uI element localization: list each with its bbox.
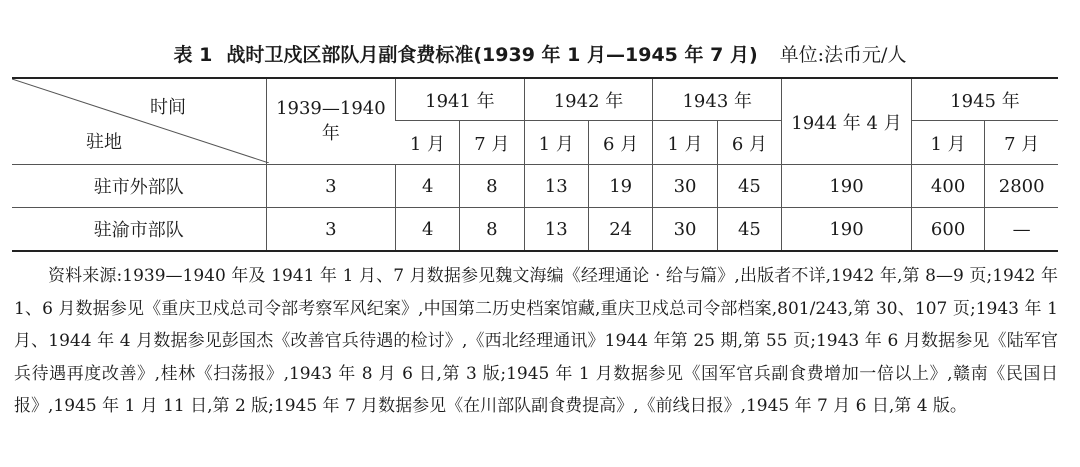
month-header: 1 月 <box>653 121 717 165</box>
row-label: 驻市外部队 <box>12 165 266 208</box>
month-header: 1 月 <box>524 121 588 165</box>
table-title: 战时卫戍区部队月副食费标准(1939 年 1 月—1945 年 7 月) <box>226 44 758 66</box>
table-cell: 3 <box>266 208 396 252</box>
table-cell: — <box>985 208 1058 252</box>
month-header: 7 月 <box>460 121 524 165</box>
col-header-1939-1940: 1939—1940 年 <box>266 78 396 165</box>
table-cell: 24 <box>588 208 652 252</box>
col-header-1942: 1942 年 <box>524 78 653 121</box>
table-label: 表 1 <box>173 44 213 66</box>
col-header-1943: 1943 年 <box>653 78 782 121</box>
table-cell: 13 <box>524 208 588 252</box>
table-row <box>12 165 1058 208</box>
corner-station-label: 驻地 <box>86 132 122 153</box>
table-cell: 190 <box>782 208 912 252</box>
month-header: 6 月 <box>588 121 652 165</box>
table-cell: 400 <box>911 165 984 208</box>
month-header: 1 月 <box>396 121 460 165</box>
table-cell: 19 <box>588 165 652 208</box>
source-note: 资料来源:1939—1940 年及 1941 年 1 月、7 月数据参见魏文海编《经理通论 · 给与篇》,出版者不详,1942 年,第 8—9 页;1942 年 1、6 月数据参见《重庆卫戍总司令部考察军风纪案》,中国第二历史档案馆藏,重庆卫戍总司令部档案,801/243,第 30、107 页;1943 年 1 月、1944 年 4 月数据参见彭国杰《改善官兵待遇的检讨》,《西北经理通讯》1944 年第 25 期,第 55 页;1943 年 6 月数据参见《陆军官兵待遇再度改善》,桂林《扫荡报》,1943 年 8 月 6 日,第 3 版;1945 年 1 月数据参见《国军官兵副食费增加一倍以上》,赣南《民国日报》,1945 年 1 月 11 日,第 2 版;1945 年 7 月数据参见《在川部队副食费提高》,《前线日报》,1945 年 7 月 6 日,第 4 版。 <box>14 266 1058 416</box>
table-cell: 30 <box>653 165 717 208</box>
col-header-1941: 1941 年 <box>396 78 524 121</box>
table-cell: 3 <box>266 165 396 208</box>
table-caption <box>0 44 1080 66</box>
table-row <box>12 208 1058 252</box>
col-header-1945: 1945 年 <box>911 78 1058 121</box>
table-cell: 45 <box>717 208 781 252</box>
month-header: 6 月 <box>717 121 781 165</box>
table-unit: 单位:法币元/人 <box>779 44 907 66</box>
diagonal-line <box>12 79 269 163</box>
table-cell: 4 <box>396 208 460 252</box>
row-label: 驻渝市部队 <box>12 208 266 252</box>
month-header: 1 月 <box>911 121 984 165</box>
table-cell: 4 <box>396 165 460 208</box>
table-cell: 600 <box>911 208 984 252</box>
table-cell: 190 <box>782 165 912 208</box>
corner-time-label: 时间 <box>150 97 186 118</box>
allowance-table <box>12 77 1058 252</box>
table-cell: 13 <box>524 165 588 208</box>
month-header: 7 月 <box>985 121 1058 165</box>
table-cell: 8 <box>460 208 524 252</box>
col-header-1944-april: 1944 年 4 月 <box>782 78 912 165</box>
header-row-years <box>12 78 1058 121</box>
table-cell: 30 <box>653 208 717 252</box>
table-cell: 8 <box>460 165 524 208</box>
table-cell: 2800 <box>985 165 1058 208</box>
corner-header-cell <box>12 78 266 165</box>
table-cell: 45 <box>717 165 781 208</box>
